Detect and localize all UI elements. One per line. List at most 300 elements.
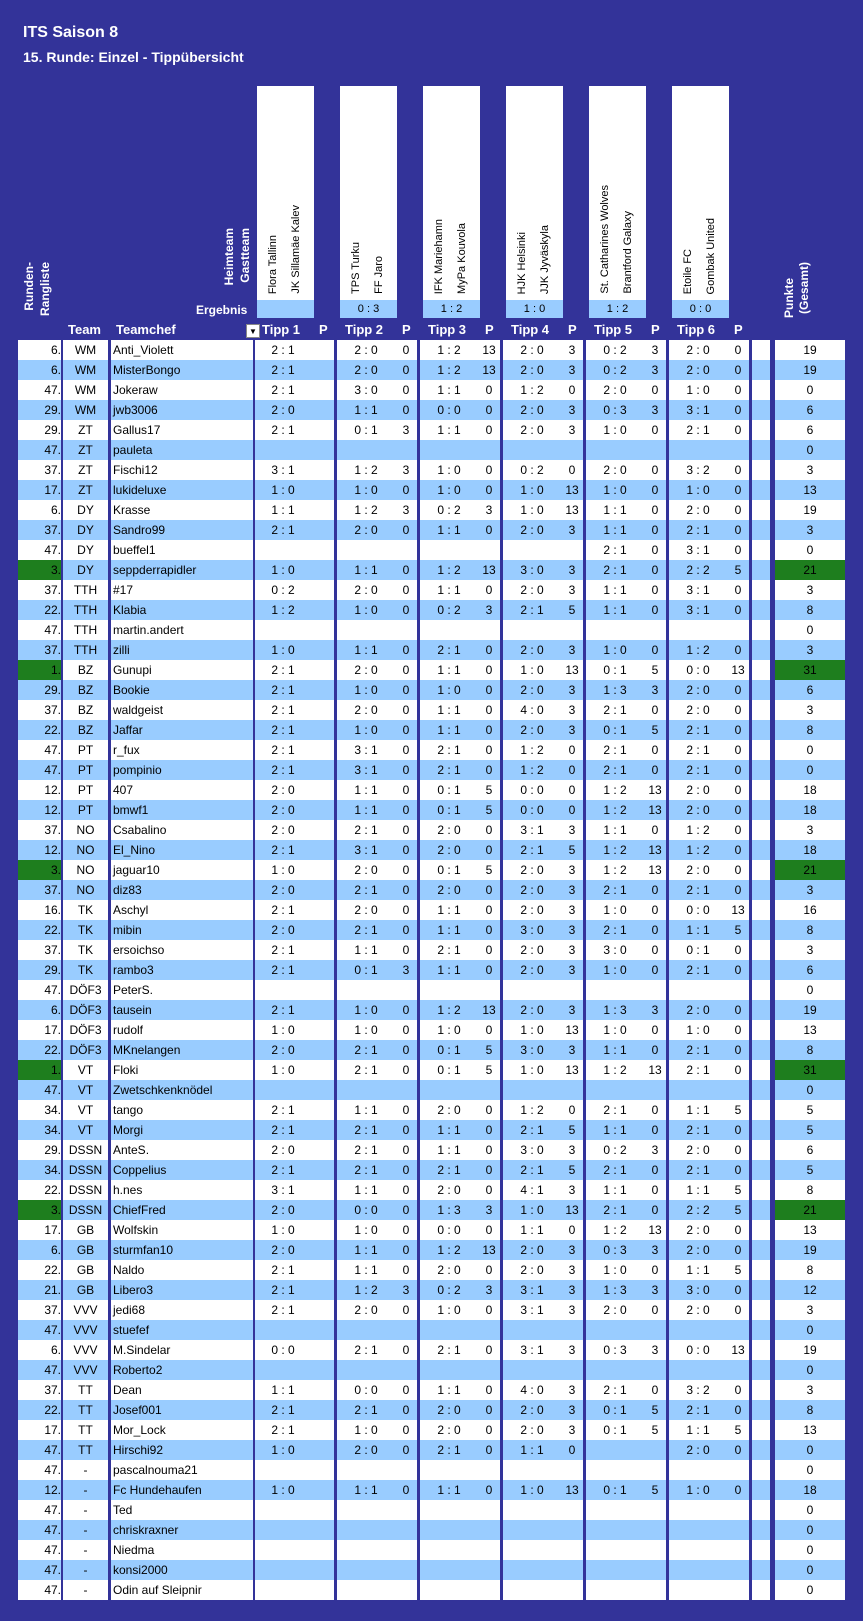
team-cell: TTH <box>73 643 98 657</box>
points-cell <box>726 1360 750 1380</box>
match-result: 1 : 2 <box>423 300 480 318</box>
points-cell: 13 <box>565 1023 579 1037</box>
points-cell: 0 <box>651 523 659 537</box>
tipp-cell: 3 : 0 <box>520 1043 544 1057</box>
team-cell: NO <box>76 843 95 857</box>
points-cell: 0 <box>734 1003 742 1017</box>
rank-cell: 37. <box>44 643 61 657</box>
rank-cell: 37. <box>44 1383 61 1397</box>
points-cell: 0 <box>651 483 659 497</box>
points-cell: 0 <box>734 1243 742 1257</box>
points-cell: 13 <box>565 483 579 497</box>
team-cell: BZ <box>77 703 94 717</box>
tipp-cell: 1 : 1 <box>603 603 627 617</box>
points-cell <box>394 1320 418 1340</box>
tipp-cell: 1 : 0 <box>603 423 627 437</box>
points-cell: 0 <box>734 743 742 757</box>
points-cell: 0 <box>485 1263 493 1277</box>
table-row <box>18 960 845 980</box>
points-cell: 3 <box>568 1143 576 1157</box>
tipp-cell: 2 : 0 <box>354 523 378 537</box>
gastteam-label: Gastteam <box>238 228 252 283</box>
table-row <box>18 1160 845 1180</box>
total-points-cell: 0 <box>806 543 814 557</box>
points-cell: 0 <box>734 523 742 537</box>
points-cell: 0 <box>485 423 493 437</box>
tipp-cell: 2 : 0 <box>354 343 378 357</box>
tipp-cell: 3 : 0 <box>354 383 378 397</box>
tipp-cell: 0 : 1 <box>354 963 378 977</box>
home-team: St. Catharines Wolves <box>599 185 611 294</box>
points-cell <box>394 1580 418 1600</box>
points-cell: 0 <box>485 743 493 757</box>
points-cell: 0 <box>485 1023 493 1037</box>
tipp-cell <box>421 1540 477 1560</box>
points-cell: 3 <box>568 703 576 717</box>
points-cell <box>560 1520 584 1540</box>
teamchef-cell: MisterBongo <box>113 363 181 377</box>
teamchef-cell: martin.andert <box>113 623 184 637</box>
points-cell: 0 <box>651 423 659 437</box>
tipp-cell: 1 : 0 <box>354 603 378 617</box>
points-cell: 0 <box>402 743 410 757</box>
points-cell: 0 <box>734 943 742 957</box>
points-cell: 5 <box>734 1183 742 1197</box>
table-row <box>18 640 845 660</box>
points-cell: 3 <box>568 1043 576 1057</box>
total-points-cell: 0 <box>806 1323 814 1337</box>
tipp-cell: 1 : 2 <box>603 1223 627 1237</box>
table-row <box>18 1340 845 1360</box>
table-row <box>18 380 845 400</box>
points-cell <box>394 1540 418 1560</box>
total-points-cell: 5 <box>806 1163 814 1177</box>
tipp-cell: 2 : 0 <box>603 1303 627 1317</box>
table-row <box>18 600 845 620</box>
tipp-cell <box>587 1580 643 1600</box>
points-header-2: P <box>402 322 411 337</box>
tipp-cell <box>504 1360 560 1380</box>
tipp-cell: 0 : 1 <box>603 663 627 677</box>
tipp-cell: 1 : 2 <box>520 1103 544 1117</box>
points-cell: 0 <box>402 883 410 897</box>
points-cell: 0 <box>402 563 410 577</box>
teamchef-cell: Fc Hundehaufen <box>113 1483 202 1497</box>
tipp-cell: 2 : 0 <box>603 383 627 397</box>
points-cell: 0 <box>651 1123 659 1137</box>
rank-cell: 29. <box>44 403 61 417</box>
tipp-cell: 2 : 1 <box>354 1123 378 1137</box>
tipp-cell: 2 : 1 <box>271 663 295 677</box>
rank-cell: 34. <box>44 1123 61 1137</box>
rank-cell: 37. <box>44 823 61 837</box>
points-cell: 0 <box>402 643 410 657</box>
points-cell: 0 <box>734 883 742 897</box>
punkte-label: Punkte <box>782 278 796 319</box>
tipp-cell: 2 : 1 <box>437 763 461 777</box>
points-cell: 3 <box>568 583 576 597</box>
tipp-cell: 1 : 0 <box>603 483 627 497</box>
tipp-cell: 0 : 1 <box>354 423 378 437</box>
tipp-cell <box>670 1500 726 1520</box>
tipp-cell <box>504 1540 560 1560</box>
points-cell: 0 <box>651 463 659 477</box>
points-cell: 0 <box>651 903 659 917</box>
tipp-cell: 1 : 2 <box>271 603 295 617</box>
tipp-cell <box>670 1360 726 1380</box>
points-cell: 3 <box>568 563 576 577</box>
teamchef-cell: Niedma <box>113 1543 155 1557</box>
tipp-cell: 0 : 0 <box>686 1343 710 1357</box>
points-cell <box>726 980 750 1000</box>
tipp-cell: 2 : 1 <box>603 1103 627 1117</box>
points-cell: 0 <box>568 743 576 757</box>
tipp-cell: 4 : 0 <box>520 703 544 717</box>
team-cell: - <box>83 1563 88 1577</box>
rank-cell: 34. <box>44 1103 61 1117</box>
points-header-6: P <box>734 322 743 337</box>
points-cell <box>560 980 584 1000</box>
rank-cell: 47. <box>44 1563 61 1577</box>
total-points-cell: 21 <box>775 560 845 580</box>
tipp-cell: 2 : 1 <box>271 903 295 917</box>
tipp-cell: 2 : 1 <box>437 643 461 657</box>
points-cell <box>726 1080 750 1100</box>
tipp-cell: 0 : 1 <box>603 1483 627 1497</box>
tipp-cell: 2 : 2 <box>686 563 710 577</box>
points-cell: 5 <box>485 1043 493 1057</box>
tipp-cell: 2 : 0 <box>271 783 295 797</box>
tipp-cell: 2 : 0 <box>520 863 544 877</box>
team-cell: DY <box>77 543 94 557</box>
points-cell: 0 <box>734 343 742 357</box>
table-row <box>18 860 845 880</box>
table-row <box>18 1580 845 1600</box>
points-cell: 3 <box>402 963 410 977</box>
tipp-cell: 2 : 0 <box>354 583 378 597</box>
tipp-cell: 1 : 0 <box>520 1203 544 1217</box>
tipp-cell: 2 : 0 <box>686 1223 710 1237</box>
tipp-cell <box>421 1460 477 1480</box>
rank-cell: 37. <box>44 883 61 897</box>
teamchef-cell: chriskraxner <box>113 1523 179 1537</box>
tipp-cell: 1 : 0 <box>271 1023 295 1037</box>
total-points-cell: 0 <box>806 383 814 397</box>
tipp-cell: 2 : 1 <box>686 523 710 537</box>
points-cell: 0 <box>485 703 493 717</box>
total-points-cell: 3 <box>806 703 814 717</box>
tipp-cell: 0 : 2 <box>437 1283 461 1297</box>
team-cell: DÖF3 <box>69 1003 102 1017</box>
tipp-cell: 2 : 1 <box>520 1123 544 1137</box>
tipp-cell: 2 : 0 <box>686 783 710 797</box>
rank-cell: 22. <box>44 923 61 937</box>
tipp-cell: 2 : 0 <box>437 883 461 897</box>
points-cell: 0 <box>402 1103 410 1117</box>
tipp-cell <box>504 1320 560 1340</box>
filter-dropdown-icon[interactable]: ▼ <box>246 324 260 338</box>
points-cell <box>726 1520 750 1540</box>
points-cell: 13 <box>565 503 579 517</box>
teamchef-cell: Zwetschkenknödel <box>113 1083 213 1097</box>
tipp-cell <box>338 1320 394 1340</box>
points-cell <box>477 1580 501 1600</box>
tipp-cell: 3 : 0 <box>520 923 544 937</box>
tipp-cell <box>421 1520 477 1540</box>
team-cell: VT <box>77 1103 94 1117</box>
rank-cell: 47. <box>44 1323 61 1337</box>
points-cell: 5 <box>485 783 493 797</box>
points-cell: 0 <box>651 1183 659 1197</box>
tipp-cell: 1 : 0 <box>603 1023 627 1037</box>
teamchef-cell: rambo3 <box>113 963 154 977</box>
rank-cell: 37. <box>44 523 61 537</box>
teamchef-cell: Dean <box>113 1383 142 1397</box>
tipp-cell: 2 : 0 <box>520 1003 544 1017</box>
match-5 <box>589 86 646 315</box>
tipp-cell: 0 : 2 <box>437 603 461 617</box>
teamchef-cell: Roberto2 <box>113 1363 163 1377</box>
match-result: 0 : 3 <box>340 300 397 318</box>
teamchef-cell: Ted <box>113 1503 133 1517</box>
tipp-cell <box>587 1500 643 1520</box>
total-points-cell: 19 <box>803 1003 817 1017</box>
teamchef-cell: Libero3 <box>113 1283 154 1297</box>
points-cell: 0 <box>734 1123 742 1137</box>
team-cell: TTH <box>73 623 98 637</box>
rank-cell: 21. <box>44 1283 61 1297</box>
rank-cell: 22. <box>44 723 61 737</box>
points-cell: 13 <box>648 843 662 857</box>
rank-cell: 29. <box>44 963 61 977</box>
points-header-1: P <box>319 322 328 337</box>
tipp-cell: 2 : 0 <box>603 463 627 477</box>
points-cell: 0 <box>402 1343 410 1357</box>
tipp-cell <box>587 1460 643 1480</box>
tipp-cell: 2 : 0 <box>437 843 461 857</box>
tipp-cell: 2 : 0 <box>354 663 378 677</box>
points-cell: 13 <box>482 563 496 577</box>
points-cell: 3 <box>568 1183 576 1197</box>
tipp-cell: 2 : 1 <box>603 543 627 557</box>
points-cell: 0 <box>402 1003 410 1017</box>
tipp-cell: 2 : 1 <box>520 603 544 617</box>
points-cell: 0 <box>402 943 410 957</box>
tipp-cell: 3 : 1 <box>271 1183 295 1197</box>
tipp-cell: 1 : 2 <box>437 1003 461 1017</box>
tipp-cell <box>504 1500 560 1520</box>
points-cell: 0 <box>485 1383 493 1397</box>
points-cell: 0 <box>734 1303 742 1317</box>
table-row <box>18 720 845 740</box>
tipp-cell: 0 : 1 <box>603 1403 627 1417</box>
points-cell: 0 <box>734 603 742 617</box>
points-cell: 5 <box>651 1403 659 1417</box>
total-points-cell: 12 <box>803 1283 817 1297</box>
tipp-cell: 0 : 1 <box>437 783 461 797</box>
team-cell: PT <box>77 783 94 797</box>
points-cell: 0 <box>734 463 742 477</box>
table-row <box>18 1420 845 1440</box>
tipp-cell: 0 : 0 <box>354 1203 378 1217</box>
match-4 <box>506 86 563 315</box>
points-header-5: P <box>651 322 660 337</box>
points-cell: 13 <box>565 1203 579 1217</box>
tipp-cell: 2 : 0 <box>437 1403 461 1417</box>
points-cell: 0 <box>734 503 742 517</box>
tipp-cell: 1 : 2 <box>520 763 544 777</box>
points-cell: 0 <box>402 803 410 817</box>
runden-label: Runden- <box>22 262 36 311</box>
total-points-cell: 8 <box>806 923 814 937</box>
tipp-cell: 2 : 0 <box>354 363 378 377</box>
points-cell <box>643 980 667 1000</box>
points-cell: 0 <box>402 903 410 917</box>
tipp-cell: 1 : 1 <box>437 1123 461 1137</box>
tipp-cell: 2 : 0 <box>437 1103 461 1117</box>
table-row <box>18 1080 845 1100</box>
tipp-cell: 2 : 0 <box>686 703 710 717</box>
tipp-cell: 2 : 0 <box>520 1403 544 1417</box>
rank-cell: 29. <box>44 683 61 697</box>
points-cell: 0 <box>485 923 493 937</box>
team-cell: VVV <box>73 1303 98 1317</box>
points-cell: 3 <box>485 603 493 617</box>
tipp-cell: 2 : 0 <box>520 883 544 897</box>
teamchef-cell: 407 <box>113 783 134 797</box>
points-cell: 0 <box>402 1143 410 1157</box>
points-cell: 3 <box>651 1243 659 1257</box>
total-points-cell: 3 <box>806 1303 814 1317</box>
points-cell <box>477 540 501 560</box>
points-cell: 0 <box>402 583 410 597</box>
tipp-cell: 1 : 0 <box>520 483 544 497</box>
tipp-cell: 1 : 0 <box>354 683 378 697</box>
tipp-cell <box>670 1540 726 1560</box>
tipp-cell: 1 : 1 <box>686 1103 710 1117</box>
tipp-cell: 2 : 0 <box>520 583 544 597</box>
team-header: Team <box>68 322 101 337</box>
tipp-cell: 2 : 1 <box>686 743 710 757</box>
points-cell: 3 <box>568 823 576 837</box>
tipp-cell: 1 : 1 <box>437 923 461 937</box>
points-cell: 13 <box>648 803 662 817</box>
table-row <box>18 740 845 760</box>
table-row <box>18 1460 845 1480</box>
tipp-cell: 2 : 1 <box>354 1403 378 1417</box>
rank-cell: 37. <box>44 703 61 717</box>
points-cell: 0 <box>485 963 493 977</box>
table-row <box>18 940 845 960</box>
rank-cell: 3. <box>18 860 61 880</box>
table-row <box>18 1540 845 1560</box>
tipp-cell: 2 : 1 <box>603 703 627 717</box>
points-cell: 0 <box>402 1303 410 1317</box>
points-cell: 0 <box>734 763 742 777</box>
rank-cell: 34. <box>44 1163 61 1177</box>
points-cell: 0 <box>402 1043 410 1057</box>
team-cell: PT <box>77 803 94 817</box>
tipp-cell: 2 : 1 <box>686 1403 710 1417</box>
tipp-cell: 2 : 1 <box>271 1423 295 1437</box>
points-cell <box>394 1560 418 1580</box>
teamchef-cell: MKnelangen <box>113 1043 181 1057</box>
home-team: HJK Helsinki <box>516 231 528 294</box>
tipp-cell <box>421 540 477 560</box>
points-cell: 13 <box>731 663 745 677</box>
points-cell <box>560 440 584 460</box>
team-cell: - <box>83 1463 88 1477</box>
points-cell <box>560 540 584 560</box>
tipp-cell: 0 : 1 <box>437 863 461 877</box>
table-row <box>18 400 845 420</box>
points-cell: 0 <box>734 1163 742 1177</box>
teamchef-cell: pascalnouma21 <box>113 1463 198 1477</box>
tipp-cell: 2 : 0 <box>520 423 544 437</box>
tipp-cell: 1 : 0 <box>603 903 627 917</box>
points-cell: 0 <box>734 1223 742 1237</box>
points-cell: 0 <box>485 1223 493 1237</box>
points-cell <box>726 1580 750 1600</box>
points-cell: 0 <box>402 1023 410 1037</box>
points-cell: 0 <box>734 703 742 717</box>
points-cell: 0 <box>485 683 493 697</box>
tipp-cell: 2 : 0 <box>686 363 710 377</box>
tipp-cell: 2 : 1 <box>437 1343 461 1357</box>
points-cell: 0 <box>485 1103 493 1117</box>
team-cell: - <box>83 1503 88 1517</box>
points-cell: 0 <box>485 643 493 657</box>
tipp-cell: 1 : 1 <box>437 723 461 737</box>
points-cell: 0 <box>485 483 493 497</box>
tipp-cell: 0 : 0 <box>437 403 461 417</box>
tipp-cell: 1 : 0 <box>271 643 295 657</box>
match-result <box>257 300 314 318</box>
points-cell: 5 <box>568 603 576 617</box>
match-result: 1 : 2 <box>589 300 646 318</box>
tipp-cell: 2 : 0 <box>686 503 710 517</box>
points-cell: 0 <box>734 1023 742 1037</box>
team-cell: DSSN <box>68 1203 103 1217</box>
points-cell: 0 <box>402 1403 410 1417</box>
team-cell: GB <box>76 1223 95 1237</box>
total-points-cell: 19 <box>803 503 817 517</box>
tipp-cell: 1 : 2 <box>603 803 627 817</box>
points-cell: 0 <box>402 483 410 497</box>
points-cell: 0 <box>734 1063 742 1077</box>
team-cell: DÖF3 <box>69 983 102 997</box>
points-cell <box>726 440 750 460</box>
teamchef-cell: AnteS. <box>113 1143 150 1157</box>
total-points-cell: 6 <box>806 963 814 977</box>
tipp-cell: 1 : 1 <box>354 563 378 577</box>
tipp-cell: 1 : 1 <box>437 1143 461 1157</box>
points-cell: 3 <box>568 903 576 917</box>
total-points-cell: 3 <box>806 643 814 657</box>
tipp-cell <box>587 1080 643 1100</box>
total-points-cell: 8 <box>806 723 814 737</box>
tipp-cell <box>504 1560 560 1580</box>
tipp-header-1: Tipp 1 <box>262 322 301 337</box>
tipp-cell: 0 : 1 <box>603 1423 627 1437</box>
tipp-cell: 0 : 2 <box>437 503 461 517</box>
tipp-cell: 2 : 1 <box>686 1043 710 1057</box>
table-row <box>18 1120 845 1140</box>
tipp-cell <box>421 1080 477 1100</box>
points-cell <box>477 1560 501 1580</box>
tipp-cell: 2 : 0 <box>271 923 295 937</box>
teamchef-cell: jwb3006 <box>113 403 158 417</box>
